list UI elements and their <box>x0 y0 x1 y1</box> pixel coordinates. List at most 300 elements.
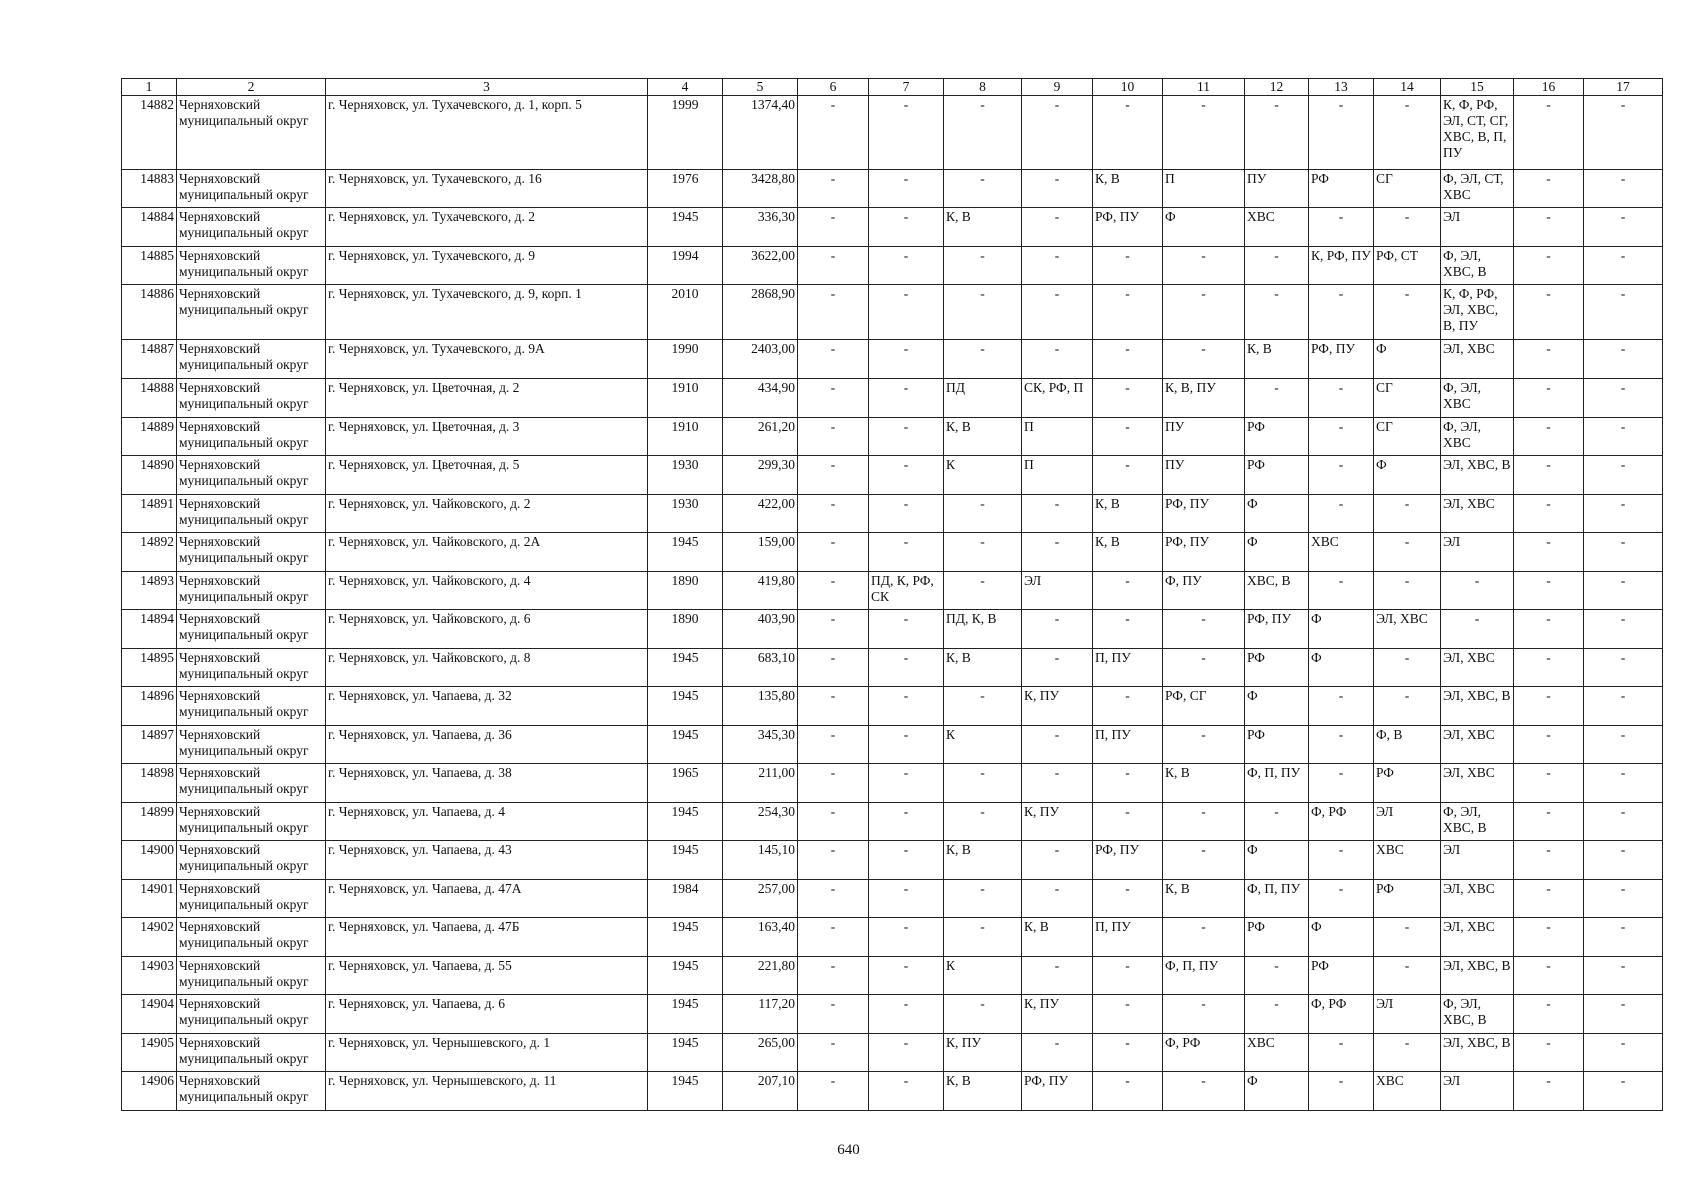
row-number-cell: 14893 <box>122 572 177 610</box>
col-11-cell: - <box>1163 649 1245 687</box>
col-10-cell: К, В <box>1093 170 1163 208</box>
area-cell: 299,30 <box>723 456 798 495</box>
col-8-cell: К <box>944 957 1022 995</box>
col-8-cell: К, В <box>944 1072 1022 1111</box>
table-row <box>122 340 1663 379</box>
col-15-cell: ЭЛ <box>1441 208 1514 247</box>
district-cell: Черняховский муниципальный округ <box>177 764 326 803</box>
area-cell: 2403,00 <box>723 340 798 379</box>
col-11-cell: - <box>1163 1072 1245 1111</box>
col-15-cell: Ф, ЭЛ, ХВС <box>1441 418 1514 456</box>
col-17-cell: - <box>1584 957 1663 995</box>
table-row <box>122 764 1663 803</box>
column-header-2: 2 <box>177 79 326 96</box>
col-8-cell: - <box>944 247 1022 285</box>
col-11-cell: - <box>1163 340 1245 379</box>
col-6-cell: - <box>798 418 869 456</box>
column-header-10: 10 <box>1093 79 1163 96</box>
row-number-cell: 14898 <box>122 764 177 803</box>
col-9-cell: - <box>1022 957 1093 995</box>
col-7-cell: - <box>869 533 944 572</box>
col-11-cell: Ф <box>1163 208 1245 247</box>
col-9-cell: ЭЛ <box>1022 572 1093 610</box>
year-cell: 1910 <box>648 379 723 418</box>
table-row <box>122 995 1663 1034</box>
area-cell: 422,00 <box>723 495 798 533</box>
col-12-cell: ХВС <box>1245 208 1309 247</box>
col-8-cell: К <box>944 726 1022 764</box>
district-cell: Черняховский муниципальный округ <box>177 957 326 995</box>
district-cell: Черняховский муниципальный округ <box>177 726 326 764</box>
col-7-cell: - <box>869 379 944 418</box>
area-cell: 336,30 <box>723 208 798 247</box>
col-11-cell: - <box>1163 96 1245 170</box>
col-11-cell: - <box>1163 803 1245 841</box>
col-7-cell: - <box>869 841 944 880</box>
table-row <box>122 687 1663 726</box>
year-cell: 2010 <box>648 285 723 340</box>
address-cell: г. Черняховск, ул. Чапаева, д. 47А <box>326 880 648 918</box>
col-8-cell: - <box>944 170 1022 208</box>
district-cell: Черняховский муниципальный округ <box>177 170 326 208</box>
col-12-cell: - <box>1245 247 1309 285</box>
column-header-4: 4 <box>648 79 723 96</box>
col-11-cell: ПУ <box>1163 456 1245 495</box>
col-9-cell: - <box>1022 880 1093 918</box>
year-cell: 1945 <box>648 533 723 572</box>
col-14-cell: РФ, СТ <box>1374 247 1441 285</box>
row-number-cell: 14883 <box>122 170 177 208</box>
column-header-8: 8 <box>944 79 1022 96</box>
register-table <box>121 78 1663 1111</box>
area-cell: 254,30 <box>723 803 798 841</box>
col-16-cell: - <box>1514 610 1584 649</box>
col-11-cell: - <box>1163 610 1245 649</box>
area-cell: 145,10 <box>723 841 798 880</box>
col-10-cell: - <box>1093 1034 1163 1072</box>
col-10-cell: - <box>1093 880 1163 918</box>
column-header-1: 1 <box>122 79 177 96</box>
col-17-cell: - <box>1584 208 1663 247</box>
col-8-cell: К <box>944 456 1022 495</box>
col-9-cell: СК, РФ, П <box>1022 379 1093 418</box>
col-17-cell: - <box>1584 687 1663 726</box>
column-header-15: 15 <box>1441 79 1514 96</box>
year-cell: 1945 <box>648 649 723 687</box>
year-cell: 1930 <box>648 495 723 533</box>
table-row <box>122 456 1663 495</box>
year-cell: 1890 <box>648 572 723 610</box>
column-header-16: 16 <box>1514 79 1584 96</box>
address-cell: г. Черняховск, ул. Чапаева, д. 47Б <box>326 918 648 957</box>
col-15-cell: К, Ф, РФ, ЭЛ, СТ, СГ, ХВС, В, П, ПУ <box>1441 96 1514 170</box>
col-14-cell: ЭЛ, ХВС <box>1374 610 1441 649</box>
col-8-cell: К, В <box>944 649 1022 687</box>
col-7-cell: - <box>869 170 944 208</box>
col-11-cell: РФ, ПУ <box>1163 495 1245 533</box>
district-cell: Черняховский муниципальный округ <box>177 880 326 918</box>
col-9-cell: - <box>1022 764 1093 803</box>
col-10-cell: - <box>1093 957 1163 995</box>
col-11-cell: Ф, П, ПУ <box>1163 957 1245 995</box>
col-15-cell: Ф, ЭЛ, СТ, ХВС <box>1441 170 1514 208</box>
year-cell: 1945 <box>648 726 723 764</box>
col-6-cell: - <box>798 96 869 170</box>
col-14-cell: - <box>1374 918 1441 957</box>
col-15-cell: ЭЛ <box>1441 533 1514 572</box>
district-cell: Черняховский муниципальный округ <box>177 995 326 1034</box>
col-6-cell: - <box>798 456 869 495</box>
col-17-cell: - <box>1584 841 1663 880</box>
district-cell: Черняховский муниципальный округ <box>177 456 326 495</box>
col-7-cell: - <box>869 96 944 170</box>
row-number-cell: 14886 <box>122 285 177 340</box>
col-11-cell: - <box>1163 841 1245 880</box>
col-7-cell: - <box>869 340 944 379</box>
area-cell: 257,00 <box>723 880 798 918</box>
col-17-cell: - <box>1584 610 1663 649</box>
col-7-cell: - <box>869 880 944 918</box>
col-10-cell: - <box>1093 572 1163 610</box>
row-number-cell: 14888 <box>122 379 177 418</box>
district-cell: Черняховский муниципальный округ <box>177 247 326 285</box>
col-13-cell: РФ, ПУ <box>1309 340 1374 379</box>
col-15-cell: ЭЛ, ХВС, В <box>1441 1034 1514 1072</box>
column-header-11: 11 <box>1163 79 1245 96</box>
col-14-cell: - <box>1374 208 1441 247</box>
col-13-cell: - <box>1309 418 1374 456</box>
col-8-cell: - <box>944 340 1022 379</box>
row-number-cell: 14889 <box>122 418 177 456</box>
col-6-cell: - <box>798 726 869 764</box>
address-cell: г. Черняховск, ул. Тухачевского, д. 16 <box>326 170 648 208</box>
year-cell: 1945 <box>648 918 723 957</box>
col-14-cell: - <box>1374 495 1441 533</box>
col-9-cell: - <box>1022 340 1093 379</box>
col-10-cell: - <box>1093 96 1163 170</box>
col-6-cell: - <box>798 495 869 533</box>
col-13-cell: - <box>1309 495 1374 533</box>
col-10-cell: - <box>1093 379 1163 418</box>
col-17-cell: - <box>1584 995 1663 1034</box>
col-14-cell: - <box>1374 572 1441 610</box>
col-11-cell: ПУ <box>1163 418 1245 456</box>
col-8-cell: ПД <box>944 379 1022 418</box>
year-cell: 1945 <box>648 208 723 247</box>
col-17-cell: - <box>1584 764 1663 803</box>
row-number-cell: 14887 <box>122 340 177 379</box>
col-9-cell: - <box>1022 208 1093 247</box>
col-14-cell: ХВС <box>1374 1072 1441 1111</box>
col-13-cell: - <box>1309 96 1374 170</box>
col-10-cell: К, В <box>1093 495 1163 533</box>
col-9-cell: - <box>1022 247 1093 285</box>
address-cell: г. Черняховск, ул. Чапаева, д. 36 <box>326 726 648 764</box>
district-cell: Черняховский муниципальный округ <box>177 687 326 726</box>
area-cell: 221,80 <box>723 957 798 995</box>
year-cell: 1945 <box>648 1034 723 1072</box>
col-16-cell: - <box>1514 379 1584 418</box>
table-row <box>122 495 1663 533</box>
col-12-cell: ХВС <box>1245 1034 1309 1072</box>
district-cell: Черняховский муниципальный округ <box>177 1072 326 1111</box>
table-row <box>122 803 1663 841</box>
table-row <box>122 572 1663 610</box>
col-6-cell: - <box>798 764 869 803</box>
col-6-cell: - <box>798 170 869 208</box>
year-cell: 1945 <box>648 687 723 726</box>
row-number-cell: 14906 <box>122 1072 177 1111</box>
district-cell: Черняховский муниципальный округ <box>177 379 326 418</box>
col-9-cell: - <box>1022 841 1093 880</box>
col-9-cell: - <box>1022 726 1093 764</box>
area-cell: 163,40 <box>723 918 798 957</box>
col-16-cell: - <box>1514 995 1584 1034</box>
col-9-cell: РФ, ПУ <box>1022 1072 1093 1111</box>
col-6-cell: - <box>798 687 869 726</box>
column-header-6: 6 <box>798 79 869 96</box>
row-number-cell: 14905 <box>122 1034 177 1072</box>
col-6-cell: - <box>798 340 869 379</box>
col-12-cell: - <box>1245 995 1309 1034</box>
col-8-cell: - <box>944 572 1022 610</box>
col-13-cell: - <box>1309 841 1374 880</box>
address-cell: г. Черняховск, ул. Цветочная, д. 3 <box>326 418 648 456</box>
col-12-cell: Ф <box>1245 841 1309 880</box>
col-7-cell: - <box>869 649 944 687</box>
area-cell: 135,80 <box>723 687 798 726</box>
col-16-cell: - <box>1514 170 1584 208</box>
col-7-cell: - <box>869 1034 944 1072</box>
row-number-cell: 14884 <box>122 208 177 247</box>
col-14-cell: РФ <box>1374 880 1441 918</box>
year-cell: 1945 <box>648 841 723 880</box>
col-13-cell: Ф <box>1309 649 1374 687</box>
col-16-cell: - <box>1514 649 1584 687</box>
col-9-cell: П <box>1022 418 1093 456</box>
address-cell: г. Черняховск, ул. Чернышевского, д. 1 <box>326 1034 648 1072</box>
col-9-cell: - <box>1022 610 1093 649</box>
col-7-cell: - <box>869 418 944 456</box>
col-12-cell: - <box>1245 803 1309 841</box>
col-16-cell: - <box>1514 456 1584 495</box>
area-cell: 3622,00 <box>723 247 798 285</box>
col-14-cell: СГ <box>1374 379 1441 418</box>
table-row <box>122 418 1663 456</box>
col-6-cell: - <box>798 995 869 1034</box>
district-cell: Черняховский муниципальный округ <box>177 1034 326 1072</box>
row-number-cell: 14897 <box>122 726 177 764</box>
row-number-cell: 14894 <box>122 610 177 649</box>
col-6-cell: - <box>798 610 869 649</box>
col-9-cell: - <box>1022 1034 1093 1072</box>
col-7-cell: - <box>869 610 944 649</box>
col-7-cell: - <box>869 247 944 285</box>
table-header <box>122 79 1663 96</box>
row-number-cell: 14896 <box>122 687 177 726</box>
column-header-9: 9 <box>1022 79 1093 96</box>
col-10-cell: РФ, ПУ <box>1093 208 1163 247</box>
column-header-7: 7 <box>869 79 944 96</box>
col-8-cell: - <box>944 285 1022 340</box>
column-header-5: 5 <box>723 79 798 96</box>
col-8-cell: - <box>944 995 1022 1034</box>
col-12-cell: РФ <box>1245 418 1309 456</box>
col-16-cell: - <box>1514 495 1584 533</box>
col-10-cell: К, В <box>1093 533 1163 572</box>
col-14-cell: - <box>1374 649 1441 687</box>
year-cell: 1945 <box>648 957 723 995</box>
table-row <box>122 726 1663 764</box>
col-14-cell: - <box>1374 533 1441 572</box>
row-number-cell: 14891 <box>122 495 177 533</box>
col-12-cell: РФ <box>1245 918 1309 957</box>
district-cell: Черняховский муниципальный округ <box>177 649 326 687</box>
col-7-cell: - <box>869 726 944 764</box>
col-8-cell: - <box>944 764 1022 803</box>
address-cell: г. Черняховск, ул. Чапаева, д. 55 <box>326 957 648 995</box>
col-9-cell: - <box>1022 170 1093 208</box>
district-cell: Черняховский муниципальный округ <box>177 285 326 340</box>
col-14-cell: - <box>1374 96 1441 170</box>
col-15-cell: Ф, ЭЛ, ХВС, В <box>1441 803 1514 841</box>
col-16-cell: - <box>1514 764 1584 803</box>
col-16-cell: - <box>1514 1072 1584 1111</box>
col-11-cell: К, В, ПУ <box>1163 379 1245 418</box>
col-11-cell: - <box>1163 285 1245 340</box>
col-12-cell: Ф <box>1245 533 1309 572</box>
row-number-cell: 14895 <box>122 649 177 687</box>
year-cell: 1910 <box>648 418 723 456</box>
col-12-cell: ХВС, В <box>1245 572 1309 610</box>
col-10-cell: - <box>1093 1072 1163 1111</box>
area-cell: 419,80 <box>723 572 798 610</box>
address-cell: г. Черняховск, ул. Чайковского, д. 6 <box>326 610 648 649</box>
col-13-cell: К, РФ, ПУ <box>1309 247 1374 285</box>
col-13-cell: - <box>1309 1072 1374 1111</box>
address-cell: г. Черняховск, ул. Чайковского, д. 8 <box>326 649 648 687</box>
col-6-cell: - <box>798 379 869 418</box>
col-10-cell: - <box>1093 456 1163 495</box>
column-header-17: 17 <box>1584 79 1663 96</box>
col-10-cell: - <box>1093 610 1163 649</box>
year-cell: 1990 <box>648 340 723 379</box>
address-cell: г. Черняховск, ул. Тухачевского, д. 1, корп. 5 <box>326 96 648 170</box>
col-9-cell: К, В <box>1022 918 1093 957</box>
address-cell: г. Черняховск, ул. Чапаева, д. 6 <box>326 995 648 1034</box>
table-body <box>122 96 1663 1111</box>
table-row <box>122 918 1663 957</box>
address-cell: г. Черняховск, ул. Чайковского, д. 2 <box>326 495 648 533</box>
col-13-cell: Ф, РФ <box>1309 995 1374 1034</box>
col-13-cell: - <box>1309 1034 1374 1072</box>
year-cell: 1930 <box>648 456 723 495</box>
column-header-13: 13 <box>1309 79 1374 96</box>
col-7-cell: - <box>869 495 944 533</box>
row-number-cell: 14904 <box>122 995 177 1034</box>
col-6-cell: - <box>798 1072 869 1111</box>
row-number-cell: 14901 <box>122 880 177 918</box>
col-17-cell: - <box>1584 170 1663 208</box>
col-11-cell: П <box>1163 170 1245 208</box>
col-13-cell: - <box>1309 208 1374 247</box>
col-12-cell: РФ <box>1245 649 1309 687</box>
col-11-cell: К, В <box>1163 764 1245 803</box>
col-8-cell: - <box>944 918 1022 957</box>
col-6-cell: - <box>798 649 869 687</box>
address-cell: г. Черняховск, ул. Чайковского, д. 2А <box>326 533 648 572</box>
col-14-cell: Ф, В <box>1374 726 1441 764</box>
col-16-cell: - <box>1514 533 1584 572</box>
col-17-cell: - <box>1584 880 1663 918</box>
col-12-cell: Ф <box>1245 687 1309 726</box>
col-17-cell: - <box>1584 495 1663 533</box>
col-14-cell: РФ <box>1374 764 1441 803</box>
col-15-cell: ЭЛ <box>1441 1072 1514 1111</box>
year-cell: 1984 <box>648 880 723 918</box>
col-10-cell: - <box>1093 285 1163 340</box>
col-8-cell: - <box>944 880 1022 918</box>
col-8-cell: - <box>944 96 1022 170</box>
column-header-14: 14 <box>1374 79 1441 96</box>
col-9-cell: - <box>1022 495 1093 533</box>
col-6-cell: - <box>798 572 869 610</box>
address-cell: г. Черняховск, ул. Тухачевского, д. 9 <box>326 247 648 285</box>
col-15-cell: ЭЛ, ХВС, В <box>1441 456 1514 495</box>
col-15-cell: К, Ф, РФ, ЭЛ, ХВС, В, ПУ <box>1441 285 1514 340</box>
col-12-cell: Ф <box>1245 1072 1309 1111</box>
col-13-cell: - <box>1309 572 1374 610</box>
col-8-cell: К, В <box>944 841 1022 880</box>
col-8-cell: - <box>944 533 1022 572</box>
col-17-cell: - <box>1584 803 1663 841</box>
col-13-cell: Ф, РФ <box>1309 803 1374 841</box>
col-7-cell: ПД, К, РФ, СК <box>869 572 944 610</box>
col-10-cell: П, ПУ <box>1093 918 1163 957</box>
col-13-cell: Ф <box>1309 610 1374 649</box>
col-13-cell: - <box>1309 764 1374 803</box>
col-15-cell: ЭЛ, ХВС, В <box>1441 687 1514 726</box>
area-cell: 207,10 <box>723 1072 798 1111</box>
column-header-12: 12 <box>1245 79 1309 96</box>
area-cell: 159,00 <box>723 533 798 572</box>
col-13-cell: - <box>1309 456 1374 495</box>
col-8-cell: К, В <box>944 418 1022 456</box>
col-8-cell: - <box>944 495 1022 533</box>
year-cell: 1945 <box>648 1072 723 1111</box>
col-12-cell: К, В <box>1245 340 1309 379</box>
col-16-cell: - <box>1514 572 1584 610</box>
col-9-cell: - <box>1022 649 1093 687</box>
table-row <box>122 379 1663 418</box>
district-cell: Черняховский муниципальный округ <box>177 918 326 957</box>
col-12-cell: Ф, П, ПУ <box>1245 764 1309 803</box>
year-cell: 1945 <box>648 803 723 841</box>
col-6-cell: - <box>798 841 869 880</box>
district-cell: Черняховский муниципальный округ <box>177 208 326 247</box>
col-17-cell: - <box>1584 1072 1663 1111</box>
year-cell: 1976 <box>648 170 723 208</box>
col-9-cell: К, ПУ <box>1022 803 1093 841</box>
col-10-cell: - <box>1093 995 1163 1034</box>
table-row <box>122 1034 1663 1072</box>
area-cell: 345,30 <box>723 726 798 764</box>
area-cell: 261,20 <box>723 418 798 456</box>
col-14-cell: - <box>1374 1034 1441 1072</box>
table-row <box>122 170 1663 208</box>
table-row <box>122 610 1663 649</box>
area-cell: 117,20 <box>723 995 798 1034</box>
